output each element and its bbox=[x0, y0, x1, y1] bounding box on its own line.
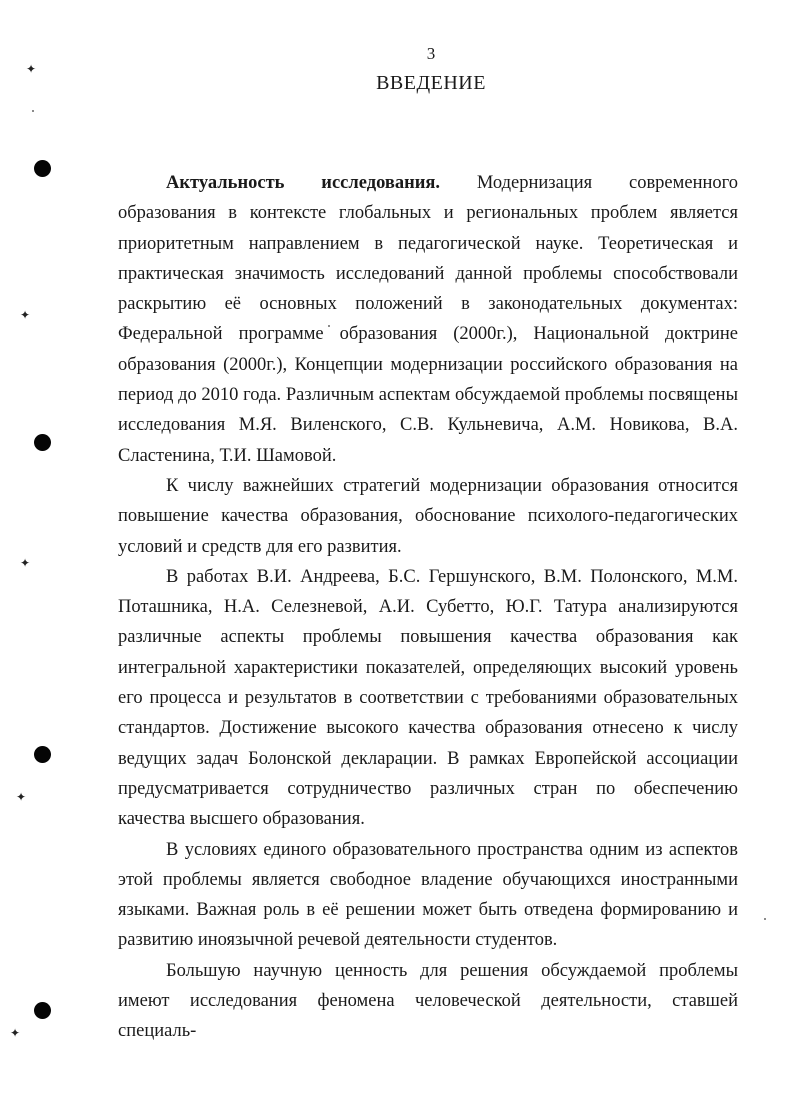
scan-speck bbox=[764, 918, 766, 920]
margin-mark: ✦ bbox=[20, 556, 31, 570]
paragraph-text: К числу важнейших стратегий модернизации образования относится повышение качества образования, обоснование психолого-педагогических условий и средств для его развития. bbox=[118, 475, 738, 557]
paragraph-lead: Актуальность исследования. bbox=[166, 173, 441, 193]
paragraph bbox=[118, 956, 738, 1047]
punch-hole bbox=[34, 1002, 51, 1019]
margin-mark: ✦ bbox=[26, 62, 37, 76]
paragraph bbox=[118, 835, 738, 956]
punch-hole bbox=[34, 746, 51, 763]
paragraph bbox=[118, 168, 738, 471]
paragraph bbox=[118, 562, 738, 835]
paragraph-text: В работах В.И. Андреева, Б.С. Гершунского, В.М. Полонского, М.М. Поташника, Н.А. Селезневой, А.И. Субетто, Ю.Г. Татура анализируются различные аспекты проблемы повышения качества образования как интегральной характеристики показателей, определяющих высокий уровень его процесса и результатов в соответствии с требованиями образовательных стандартов. Достижение высокого качества образования отнесено к числу ведущих задач Болонской декларации. В рамках Европейской ассоциации предусматривается сотрудничество различных стран по обеспечению качества высшего образования. bbox=[118, 566, 738, 830]
margin-mark: ✦ bbox=[10, 1026, 21, 1040]
paragraph bbox=[118, 471, 738, 562]
paragraph-text: В условиях единого образовательного пространства одним из аспектов этой проблемы является свободное владение обучающихся иностранными языками. Важная роль в её решении может быть отведена формированию и развитию иноязычной речевой деятельности студентов. bbox=[118, 839, 738, 951]
margin-mark: ✦ bbox=[16, 790, 27, 804]
scan-speck bbox=[32, 110, 34, 112]
paragraph-text: Модернизация современного образования в контексте глобальных и региональных проблем является приоритетным направлением в педагогической науке. Теоретическая и практическая значимость исследований данной проблемы способствовали раскрытию её основных положений в законодательных документах: Федеральной программе образования (2000г.), Национальной доктрине образования (2000г.), Концепции модернизации российского образования на период до 2010 года. Различным аспектам обсуждаемой проблемы посвящены исследования М.Я. Виленского, С.В. Кульневича, А.М. Новикова, В.А. Сластенина, Т.И. Шамовой. bbox=[118, 173, 738, 466]
paragraph-text: Большую научную ценность для решения обсуждаемой проблемы имеют исследования феномена человеческой деятельности, ставшей специаль- bbox=[118, 960, 738, 1042]
body-text bbox=[118, 168, 738, 1047]
page-number: 3 bbox=[426, 44, 436, 63]
page-title: ВВЕДЕНИЕ bbox=[376, 72, 486, 94]
punch-hole bbox=[34, 434, 51, 451]
punch-hole bbox=[34, 160, 51, 177]
margin-mark: ✦ bbox=[20, 308, 31, 322]
